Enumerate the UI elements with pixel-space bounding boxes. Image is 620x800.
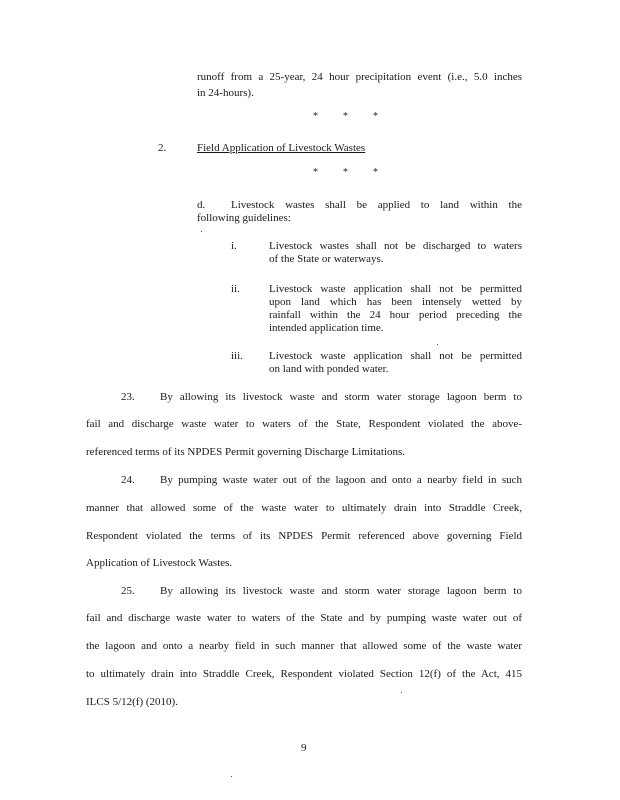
scan-speck xyxy=(437,344,438,345)
paragraph-23-line-3: referenced terms of its NPDES Permit governing Discharge Limitations. xyxy=(86,446,406,458)
ellipsis-star: * xyxy=(313,167,318,178)
item-ii-line-3: rainfall within the 24 hour period preceding the xyxy=(269,309,522,321)
ellipsis-star: * xyxy=(373,167,378,178)
item-iii-number: iii. xyxy=(231,350,243,362)
ellipsis-star: * xyxy=(313,111,318,122)
item-i-line-1: Livestock wastes shall not be discharged to waters xyxy=(269,240,522,252)
runoff-line-2: in 24-hours). xyxy=(197,87,254,99)
section-2-number: 2. xyxy=(158,142,167,154)
paragraph-24-line-4: Application of Livestock Wastes. xyxy=(86,557,233,569)
item-d-line-1: Livestock wastes shall be applied to land within the xyxy=(231,199,522,211)
ellipsis-star: * xyxy=(373,111,378,122)
paragraph-25-line-5: ILCS 5/12(f) (2010). xyxy=(86,696,178,708)
item-ii-line-1: Livestock waste application shall not be permitted xyxy=(269,283,522,295)
item-ii-line-4: intended application time. xyxy=(269,322,384,334)
page-number: 9 xyxy=(301,742,307,754)
paragraph-23-line-1: By allowing its livestock waste and storm water storage lagoon berm to xyxy=(160,391,522,403)
paragraph-25-line-2: fail and discharge waste water to waters of the State and by pumping waste water out of xyxy=(86,612,522,624)
item-d-label: d. xyxy=(197,199,206,211)
item-ii-number: ii. xyxy=(231,283,240,295)
paragraph-25-line-1: By allowing its livestock waste and storm water storage lagoon berm to xyxy=(160,585,522,597)
paragraph-23-number: 23. xyxy=(121,391,135,403)
paragraph-24-number: 24. xyxy=(121,474,135,486)
paragraph-25-number: 25. xyxy=(121,585,135,597)
runoff-line-1: runoff from a 25-year, 24 hour precipitation event (i.e., 5.0 inches xyxy=(197,71,522,83)
item-iii-line-2: on land with ponded water. xyxy=(269,363,389,375)
ellipsis-star: * xyxy=(343,111,348,122)
paragraph-24-line-2: manner that allowed some of the waste water to ultimately drain into Straddle Creek, xyxy=(86,502,522,514)
paragraph-25-line-4: to ultimately drain into Straddle Creek, Respondent violated Section 12(f) of the Act, 415 xyxy=(86,668,522,680)
item-d-line-2: following guidelines: xyxy=(197,212,291,224)
item-ii-line-2: upon land which has been intensely wetted by xyxy=(269,296,522,308)
paragraph-24-line-1: By pumping waste water out of the lagoon and onto a nearby field in such xyxy=(160,474,522,486)
scan-speck xyxy=(201,231,202,232)
section-2-heading: Field Application of Livestock Wastes xyxy=(197,142,366,154)
item-i-number: i. xyxy=(231,240,237,252)
paragraph-25-line-3: the lagoon and onto a nearby field in such manner that allowed some of the waste water xyxy=(86,640,522,652)
item-i-line-2: of the State or waterways. xyxy=(269,253,384,265)
paragraph-23-line-2: fail and discharge waste water to waters of the State, Respondent violated the above- xyxy=(86,418,522,430)
ellipsis-star: * xyxy=(343,167,348,178)
scan-speck xyxy=(231,776,232,777)
item-iii-line-1: Livestock waste application shall not be permitted xyxy=(269,350,522,362)
paragraph-24-line-3: Respondent violated the terms of its NPDES Permit referenced above governing Field xyxy=(86,530,522,542)
scan-speck xyxy=(401,692,402,693)
